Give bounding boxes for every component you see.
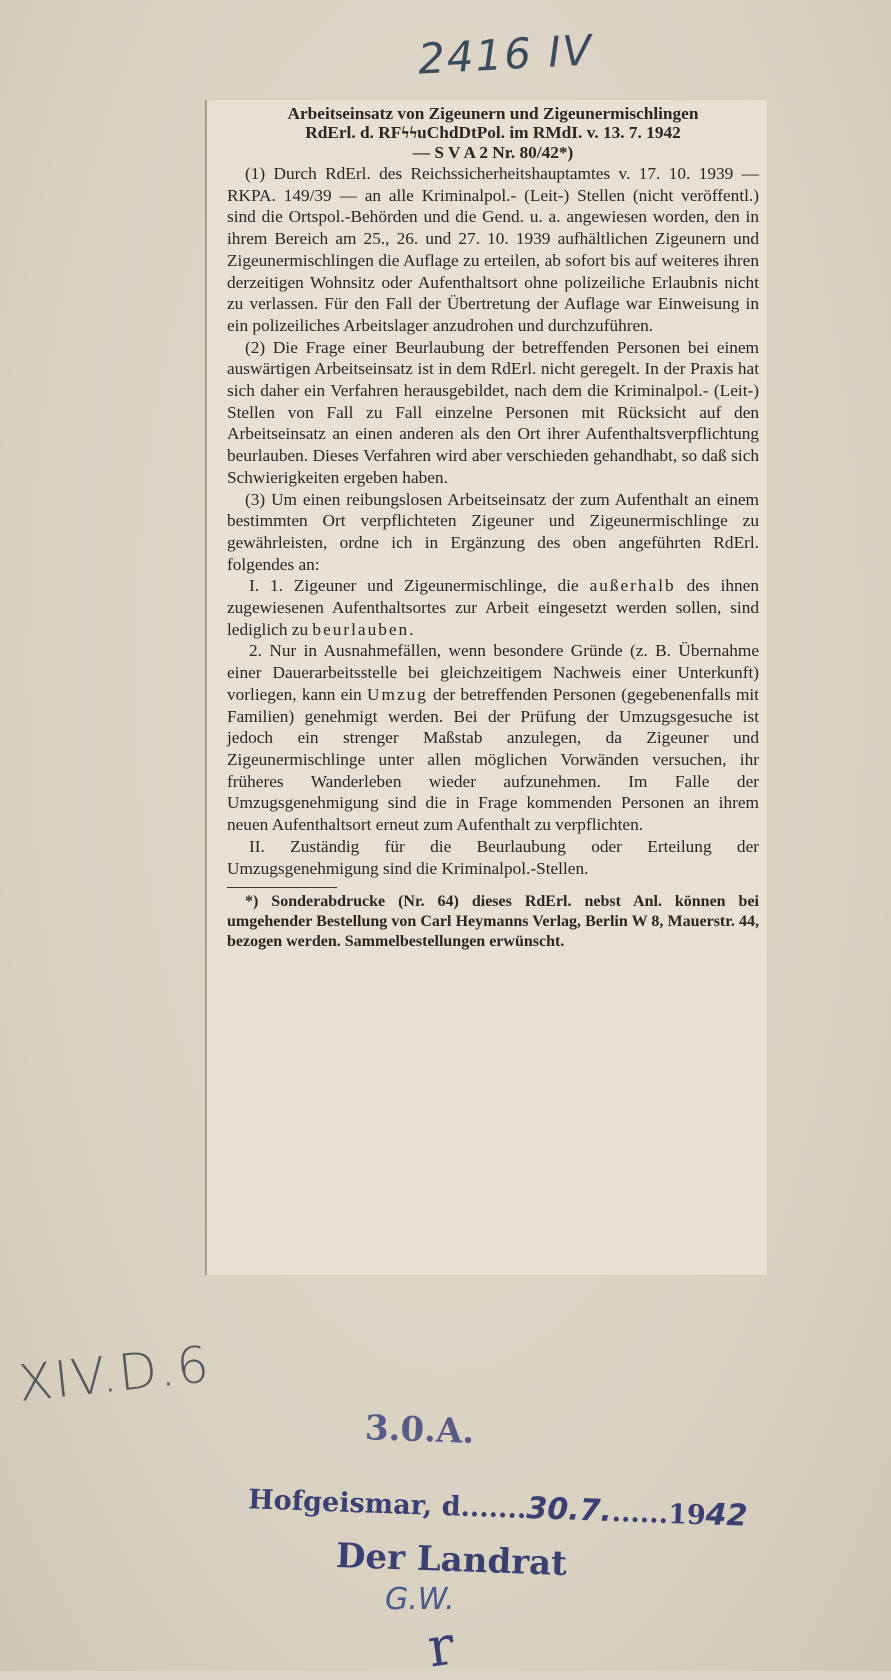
- clipping-text: [227, 104, 759, 952]
- item-i-1-text-2: des ihnen zugewiesenen Aufenthaltsortes zur Arbeit eingesetzt werden sollen, sind lediglich zu: [227, 576, 759, 639]
- item-i-2-emphasis: Umzug: [367, 684, 428, 704]
- place-prefix: Hofgeismar, d.: [247, 1484, 471, 1524]
- decree-reference-line2: — S V A 2 Nr. 80/42*): [412, 143, 574, 162]
- clipping-title: Arbeitseinsatz von Zigeunern und Zigeunermischlingen: [287, 104, 699, 123]
- dot-leader-1: ......: [469, 1492, 527, 1525]
- handwritten-year: 42: [705, 1497, 749, 1534]
- year-prefix: 19: [667, 1498, 707, 1532]
- footnote: *) Sonderabdrucke (Nr. 64) dieses RdErl. nebst Anl. können bei umgehender Bestellung von Carl Heymanns Verlag, Berlin W 8, Mauerstr. 44, bezogen werden. Sammelbestellungen erwünscht.: [227, 893, 759, 951]
- item-i-2: [227, 640, 759, 835]
- newspaper-clipping: [205, 100, 767, 1275]
- item-ii: II. Zuständig für die Beurlaubung oder Erteilung der Umzugsgenehmigung sind die Kriminalpol.-Stellen.: [227, 836, 759, 878]
- margin-note-pencil: XIV.D.6: [15, 1335, 214, 1413]
- handwritten-mark: r: [423, 1613, 459, 1680]
- decree-reference-line1: RdErl. d. RFϟϟuChdDtPol. im RMdI. v. 13. 7. 1942: [305, 123, 681, 142]
- paragraph-1: (1) Durch RdErl. des Reichssicherheitshauptamtes v. 17. 10. 1939 — RKPA. 149/39 — an alle Kriminalpol.- (Leit-) Stellen (nicht veröffentl.) sind die Ortspol.-Behörden und die Gend. u. a. angewiesen worden, den in ihrem Bereich am 25., 26. und 27. 10. 1939 aufhältlichen Zigeunern und Zigeunermischlingen die Auflage zu erteilen, ab sofort bis auf weiteres ihren derzeitigen Wohnsitz oder Aufenthaltsort ohne polizeiliche Erlaubnis nicht zu verlassen. Für den Fall der Übertretung der Auflage war Einweisung in ein polizeiliches Arbeitslager anzudrohen und durchzuführen.: [227, 164, 759, 335]
- paragraph-2: (2) Die Frage einer Beurlaubung der betreffenden Personen bei einem auswärtigen Arbeitseinsatz ist in dem RdErl. nicht geregelt. In der Praxis hat sich daher ein Verfahren herausgebildet, nach dem die Kriminalpol.- (Leit-) Stellen von Fall zu Fall einzelne Personen mit Rücksicht auf den Arbeitseinsatz an einen anderen als den Ort ihrer Aufenthaltsverpflichtung beurlauben. Dieses Verfahren wird aber verschieden gehandhabt, so daß sich Schwierigkeiten ergeben haben.: [227, 337, 759, 487]
- authority-stamp: Der Landrat: [335, 1535, 568, 1585]
- item-i-2-text: 2. Nur in Ausnahmefällen, wenn besondere Gründe (z. B. Übernahme einer Dauerarbeitsstelle bei gleichzeitigem Nachweis einer Unterkunft) vorliegen, kann ein: [227, 641, 759, 704]
- handwritten-reference-number: 2416 IV: [416, 25, 595, 84]
- paragraph-3: (3) Um einen reibungslosen Arbeitseinsatz der zum Aufenthalt an einem bestimmten Ort verpflichteten Zigeuner und Zigeunermischlinge zu gewährleisten, ordne ich in Ergänzung des oben angeführten RdErl. folgendes an:: [227, 489, 759, 574]
- handwritten-date: 30.7.: [525, 1491, 613, 1529]
- item-i-1-emphasis-2: beurlauben: [312, 619, 410, 639]
- clipping-edge: [205, 100, 207, 1275]
- item-i-2-text-2: der betreffenden Personen (gegebenenfalls mit Familien) genehmigt werden. Bei der Prüfung der Umzugsgesuche ist jedoch ein strenger Maßstab anzulegen, da Zigeuner und Zigeunermischlinge unter allen möglichen Vorwänden versuchen, ihr früheres Wanderleben wieder aufzunehmen. Im Falle der Umzugsgenehmigung sind die in Frage kommenden Personen an ihrem neuen Aufenthaltsort erneut zum Aufenthalt zu verpflichten.: [227, 684, 759, 835]
- dot-leader-2: ......: [611, 1496, 669, 1530]
- handwritten-initials: G.W.: [385, 1582, 455, 1617]
- footnote-rule: [227, 887, 337, 888]
- item-i-1-emphasis-1: außerhalb: [589, 576, 676, 596]
- item-i-1-text: I. 1. Zigeuner und Zigeunermischlinge, die: [249, 576, 590, 596]
- item-i-1: [227, 575, 759, 640]
- received-mark: 3.0.A.: [364, 1408, 475, 1452]
- item-i-1-end: .: [409, 619, 414, 639]
